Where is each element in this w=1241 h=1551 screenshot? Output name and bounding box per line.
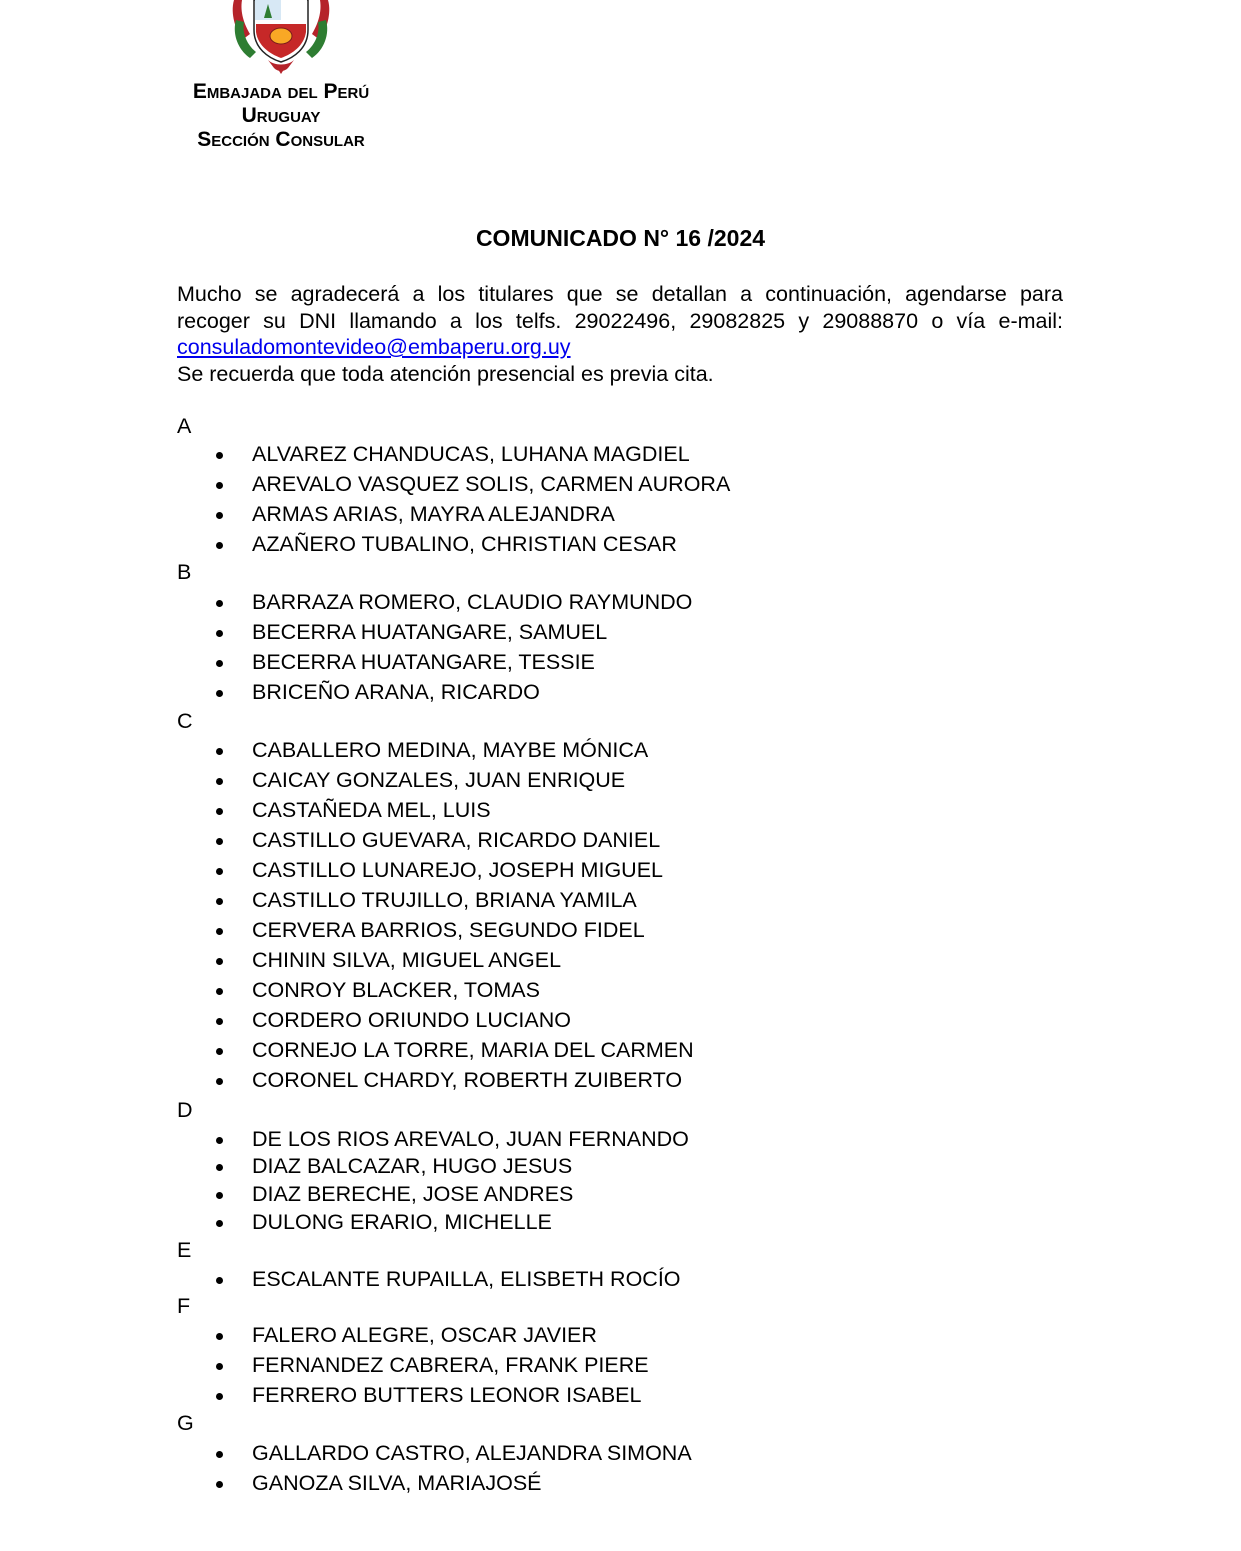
list-item: FERNANDEZ CABRERA, FRANK PIERE [252,1353,649,1377]
list-item: GALLARDO CASTRO, ALEJANDRA SIMONA [252,1441,692,1465]
page-title: COMUNICADO N° 16 /2024 [475,225,766,251]
list-item: DULONG ERARIO, MICHELLE [252,1210,552,1234]
list-item: BRICEÑO ARANA, RICARDO [252,680,540,704]
letter-heading-b: B [177,560,192,584]
list-item: DIAZ BERECHE, JOSE ANDRES [252,1182,574,1206]
list-item: CASTAÑEDA MEL, LUIS [252,798,491,822]
embassy-name: Embajada del Perú [192,80,370,103]
list-item: ESCALANTE RUPAILLA, ELISBETH ROCÍO [252,1267,681,1291]
list-item: CORNEJO LA TORRE, MARIA DEL CARMEN [252,1038,694,1062]
embassy-country: Uruguay [241,104,321,127]
list-item: BECERRA HUATANGARE, TESSIE [252,650,595,674]
intro-line-4: Se recuerda que toda atención presencial es previa cita. [177,361,714,386]
list-item: CORONEL CHARDY, ROBERTH ZUIBERTO [252,1068,683,1092]
intro-paragraph [177,281,1063,387]
list-item: CABALLERO MEDINA, MAYBE MÓNICA [252,738,649,762]
list-item: FERRERO BUTTERS LEONOR ISABEL [252,1383,642,1407]
embassy-section: Sección Consular [197,128,365,151]
list-item: CONROY BLACKER, TOMAS [252,978,540,1002]
embassy-header [150,80,412,152]
list-item: CASTILLO TRUJILLO, BRIANA YAMILA [252,888,637,912]
letter-heading-d: D [177,1098,193,1122]
letter-heading-f: F [177,1294,191,1318]
list-item: CHININ SILVA, MIGUEL ANGEL [252,948,562,972]
list-item: AREVALO VASQUEZ SOLIS, CARMEN AURORA [252,472,731,496]
list-item: FALERO ALEGRE, OSCAR JAVIER [252,1323,597,1347]
list-item: BECERRA HUATANGARE, SAMUEL [252,620,608,644]
letter-heading-c: C [177,709,193,733]
list-item: DE LOS RIOS AREVALO, JUAN FERNANDO [252,1127,689,1151]
list-item: ARMAS ARIAS, MAYRA ALEJANDRA [252,502,615,526]
list-item: CAICAY GONZALES, JUAN ENRIQUE [252,768,626,792]
peru-coat-of-arms-icon [228,0,334,74]
letter-heading-g: G [177,1411,194,1435]
list-item: GANOZA SILVA, MARIAJOSÉ [252,1471,542,1495]
intro-line-1: Mucho se agradecerá a los titulares que se detallan a continuación, agendarse para [177,282,1063,306]
list-item: ALVAREZ CHANDUCAS, LUHANA MAGDIEL [252,442,690,466]
intro-line-2: recoger su DNI llamando a los telfs. 29022496, 29082825 y 29088870 o vía e-mail: [177,308,1063,333]
email-line [177,334,1063,361]
list-item: CORDERO ORIUNDO LUCIANO [252,1008,571,1032]
list-item: BARRAZA ROMERO, CLAUDIO RAYMUNDO [252,590,693,614]
list-item: DIAZ BALCAZAR, HUGO JESUS [252,1154,573,1178]
list-item: CERVERA BARRIOS, SEGUNDO FIDEL [252,918,645,942]
list-item: AZAÑERO TUBALINO, CHRISTIAN CESAR [252,532,677,556]
list-item: CASTILLO LUNAREJO, JOSEPH MIGUEL [252,858,663,882]
letter-heading-a: A [177,414,192,438]
email-link[interactable]: consuladomontevideo@embaperu.org.uy [177,335,571,359]
list-item: CASTILLO GUEVARA, RICARDO DANIEL [252,828,661,852]
letter-heading-e: E [177,1238,192,1262]
